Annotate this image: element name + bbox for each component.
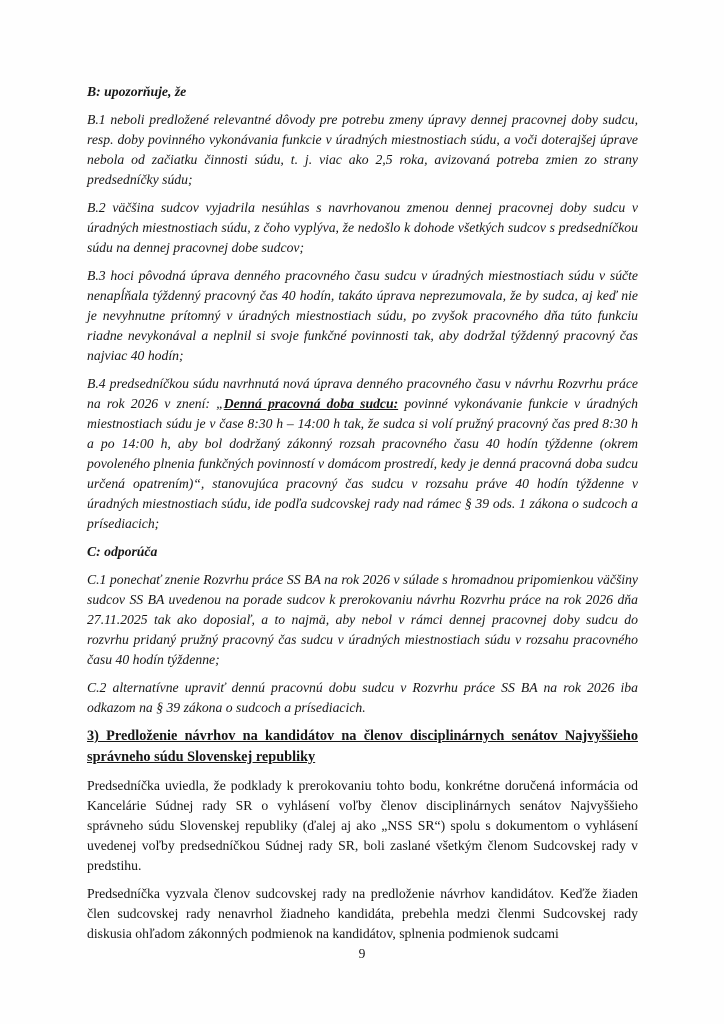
paragraph-b4-highlight: Denná pracovná doba sudcu: [223,396,399,411]
paragraph-c1: C.1 ponechať znenie Rozvrhu práce SS BA na rok 2026 v súlade s hromadnou pripomienkou väčšiny sudcov SS BA uvedenou na porade sudcov k prerokovaniu návrhu Rozvrhu práce na rok 2026 dňa 27.11.2025 tak ako doposiaľ, a to najmä, aby nebol v rámci dennej pracovnej doby sudcu do rozvrhu pridaný pružný pracovný čas sudcu v úradných miestnostiach súdu v rozsahu pracovného času 40 hodín týždenne; [87,572,638,667]
paragraph-b4-prefix: B.4 predsedníčkou súdu navrhnutá nová úprava denného pracovného času v návrhu Rozvrhu práce na rok 2026 v znení: „ [87,376,638,411]
agenda-item-3-heading: 3) Predloženie návrhov na kandidátov na členov disciplinárnych senátov Najvyššieho správneho súdu Slovenskej republiky [87,728,638,765]
paragraph-b3: B.3 hoci pôvodná úprava denného pracovného času sudcu v úradných miestnostiach súdu v súčte nenapĺňala týždenný pracovný čas 40 hodín, takáto úprava neprezumovala, že by sudca, aj keď nie je nevyhnutne prítomný v úradných miestnostiach súdu, po zvyšok pracovného dňa túto funkciu riadne nevykonával a neplnil si svoje funkčné povinnosti tak, aby dodržal týždenný pracovný čas najviac 40 hodín; [87,268,638,363]
paragraph-point3-2: Predsedníčka vyzvala členov sudcovskej rady na predloženie návrhov kandidátov. Keďže žiaden člen sudcovskej rady nenavrhol žiadneho kandidáta, prebehla medzi členmi Sudcovskej rady diskusia ohľadom zákonných podmienok na kandidátov, splnenia podmienok sudcami [87,886,638,941]
paragraph-c2: C.2 alternatívne upraviť dennú pracovnú dobu sudcu v Rozvrhu práce SS BA na rok 2026 iba odkazom na § 39 zákona o sudcoch a prísediacich. [87,680,638,715]
page-number: 9 [358,946,366,961]
point-b-heading: B: upozorňuje, že [87,84,187,99]
paragraph-point3-1: Predsedníčka uviedla, že podklady k prerokovaniu tohto bodu, konkrétne doručená informácia od Kancelárie Súdnej rady SR o vyhlásení voľby členov disciplinárnych senátov Najvyššieho správneho súdu Slovenskej republiky (ďalej aj ako „NSS SR“) spolu s dokumentom o vyhlásení uvedenej voľby predsedníčkou Súdnej rady SR, boli zaslané všetkým členom Sudcovskej rady v predstihu. [87,778,638,873]
paragraph-b4 [87,374,638,534]
paragraph-b2: B.2 väčšina sudcov vyjadrila nesúhlas s navrhovanou zmenou dennej pracovnej doby sudcu v úradných miestnostiach súdu, z čoho vyplýva, že nedošlo k dohode všetkých sudcov s predsedníčkou súdu na dennej pracovnej dobe sudcov; [87,200,638,255]
paragraph-b4-suffix: povinné vykonávanie funkcie v úradných miestnostiach súdu je v čase 8:30 h – 14:00 h tak, že sudca si volí pružný pracovný čas pred 8:30 h a po 14:00 h, aby bol dodržaný zákonný rozsah pracovného času 40 hodín týždenne (okrem povoleného plnenia funkčných povinností v domácom prostredí, kedy je denná pracovná doba sudcu určená opatrením)“, stanovujúca pracovný čas sudcu v rozsahu práve 40 hodín týždenne v úradných miestnostiach súdu, ide podľa sudcovskej rady nad rámec § 39 ods. 1 zákona o sudcoch a prísediacich; [87,396,638,531]
paragraph-b1: B.1 neboli predložené relevantné dôvody pre potrebu zmeny úpravy dennej pracovnej doby sudcu, resp. doby povinného vykonávania funkcie v úradných miestnostiach súdu, a voči doterajšej úprave nebola od začiatku činnosti súdu, t. j. viac ako 2,5 roka, avizovaná potreba zmien zo strany predsedníčky súdu; [87,112,638,187]
point-c-heading: C: odporúča [87,544,158,559]
